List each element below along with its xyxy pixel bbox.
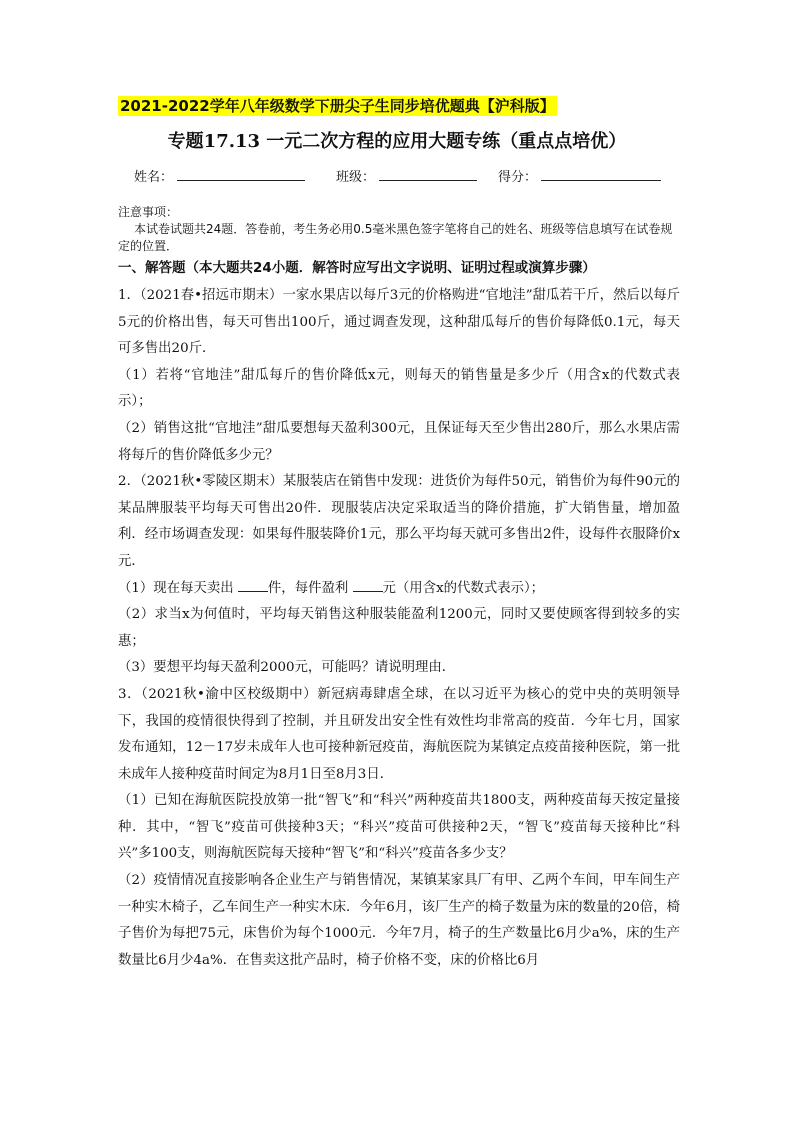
name-label: 姓名：	[134, 170, 174, 185]
q2-part1	[118, 576, 680, 603]
q1-stem: 1．（2021春•招远市期末）一家水果店以每斤3元的价格购进“官地洼”甜瓜若干斤，然后以每斤5元的价格出售，每天可售出100斤，通过调查发现，这种甜瓜每斤的售价每降低0.1元，每天可多售出20斤．	[118, 288, 680, 357]
q1-part1: （1）若将“官地洼”甜瓜每斤的售价降低x元，则每天的销售量是多少斤（用含x的代数式表示）；	[118, 367, 680, 410]
name-field	[134, 166, 305, 188]
q2-part1-a: （1）现在每天卖出	[118, 580, 234, 596]
answer-blank[interactable]	[238, 577, 268, 592]
page-title: 专题17.13 一元二次方程的应用大题专练（重点点培优）	[167, 131, 627, 152]
q2-part2: （2）求当x为何值时，平均每天销售这种服装能盈利1200元，同时又要使顾客得到较多的实惠；	[118, 607, 680, 649]
class-field	[336, 166, 477, 188]
series-banner: 2021-2022学年八年级数学下册尖子生同步培优题典【沪科版】	[120, 97, 555, 115]
section-title: 一、解答题（本大题共24小题．解答时应写出文字说明、证明过程或演算步骤）	[118, 260, 596, 276]
score-label: 得分：	[498, 170, 538, 185]
notice-heading: 注意事项：	[118, 205, 179, 219]
class-label: 班级：	[336, 170, 376, 185]
q3-part2: （2）疫情情况直接影响各企业生产与销售情况，某镇某家具厂有甲、乙两个车间，甲车间生产一种实木椅子，乙车间生产一种实木床．今年6月，该厂生产的椅子数量为床的数量的20倍，椅子售价为每把75元，床售价为每个1000元．今年7月，椅子的生产数量比6月少a%，床的生产数量比6月少4a%．在售卖这批产品时，椅子价格不变，床的价格比6月	[118, 873, 680, 968]
name-blank[interactable]	[177, 166, 305, 181]
class-blank[interactable]	[379, 166, 477, 181]
q2-part1-b: 件，每件盈利	[267, 580, 349, 596]
q2-stem: 2．（2021秋•零陵区期末）某服装店在销售中发现：进货价为每件50元，销售价为每件90元的某品牌服装平均每天可售出20件．现服装店决定采取适当的降价措施，扩大销售量，增加盈利．经市场调查发现：如果每件服装降价1元，那么平均每天就可多售出2件，设每件衣服降价x元．	[118, 474, 680, 569]
question-body	[118, 283, 680, 974]
q2-part3: （3）要想平均每天盈利2000元，可能吗？请说明理由．	[118, 660, 456, 676]
answer-blank[interactable]	[353, 577, 383, 592]
q2-part1-c: 元（用含x的代数式表示）；	[382, 580, 545, 596]
notice-text: 本试卷试题共24题．答卷前，考生务必用0.5毫米黑色签字笔将自己的姓名、班级等信息填写在试卷规定的位置．	[118, 222, 673, 253]
q3-part1: （1）已知在海航医院投放第一批“智飞”和“科兴”两种疫苗共1800支，两种疫苗每天按定量接种．其中，“智飞”疫苗可供接种3天；“科兴”疫苗可供接种2天，“智飞”疫苗每天接种比“科兴”多100支，则海航医院每天接种“智飞”和“科兴”疫苗各多少支？	[118, 793, 680, 862]
q1-part2: （2）销售这批“官地洼”甜瓜要想每天盈利300元，且保证每天至少售出280斤，那么水果店需将每斤的售价降低多少元？	[118, 420, 680, 463]
score-blank[interactable]	[541, 166, 661, 181]
q3-stem: 3．（2021秋•渝中区校级期中）新冠病毒肆虐全球，在以习近平为核心的党中央的英明领导下，我国的疫情很快得到了控制，并且研发出安全性有效性均非常高的疫苗．今年七月，国家发布通知，12－17岁未成年人也可接种新冠疫苗，海航医院为某镇定点疫苗接种医院，第一批未成年人接种疫苗时间定为8月1日至8月3日．	[118, 686, 680, 782]
score-field	[498, 166, 661, 188]
